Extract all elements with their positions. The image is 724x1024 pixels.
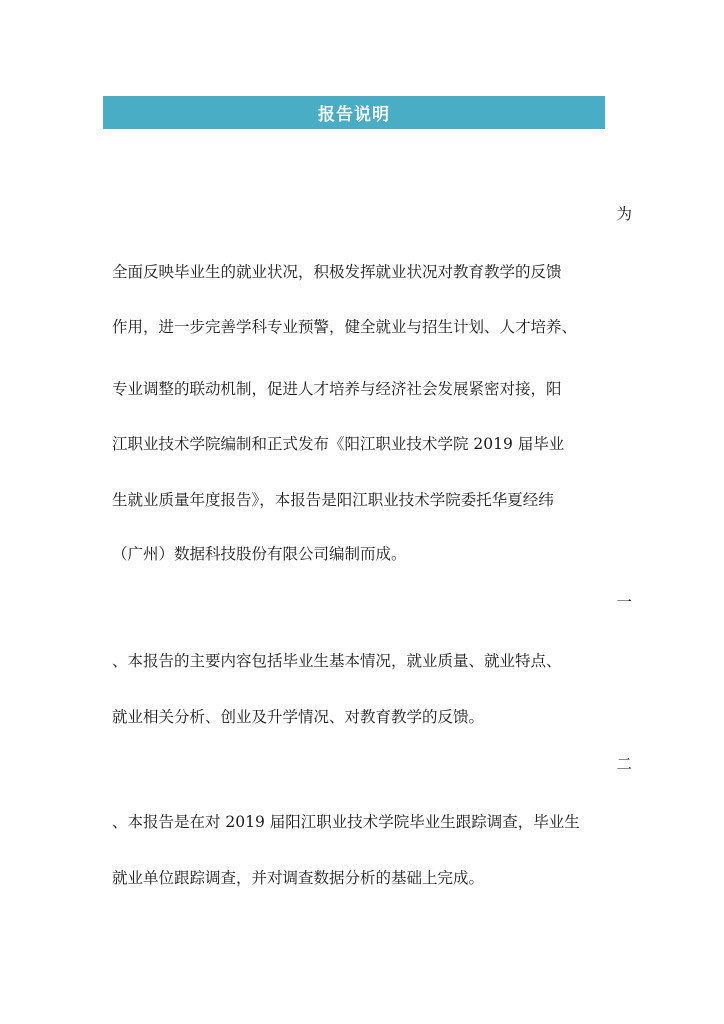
section-title: 报告说明 <box>318 105 390 125</box>
paragraph-intro-line: 作用，进一步完善学科专业预警，健全就业与招生计划、人才培养、 <box>112 318 578 336</box>
paragraph-intro-line: 江职业技术学院编制和正式发布《阳江职业技术学院 2019 届毕业 <box>112 435 565 453</box>
paragraph-intro-line: （广州）数据科技股份有限公司编制而成。 <box>112 545 407 563</box>
paragraph-intro-line: 全面反映毕业生的就业状况，积极发挥就业状况对教育教学的反馈 <box>112 263 562 281</box>
paragraph-one-line: 、本报告的主要内容包括毕业生基本情况，就业质量、就业特点、 <box>112 652 562 670</box>
paragraph-intro-line: 专业调整的联动机制，促进人才培养与经济社会发展紧密对接，阳 <box>112 380 562 398</box>
paragraph-two-line: 就业单位跟踪调查，并对调查数据分析的基础上完成。 <box>112 869 485 887</box>
paragraph-intro-marker: 为 <box>616 205 632 223</box>
section-title-bar <box>103 96 605 129</box>
paragraph-one-line: 就业相关分析、创业及升学情况、对教育教学的反馈。 <box>112 708 485 726</box>
paragraph-one-marker: 一 <box>616 593 632 611</box>
paragraph-intro-line: 生就业质量年度报告》，本报告是阳江职业技术学院委托华夏经纬 <box>112 491 554 509</box>
paragraph-two-line: 、本报告是在对 2019 届阳江职业技术学院毕业生跟踪调查，毕业生 <box>112 813 580 831</box>
paragraph-two-marker: 二 <box>616 755 632 773</box>
